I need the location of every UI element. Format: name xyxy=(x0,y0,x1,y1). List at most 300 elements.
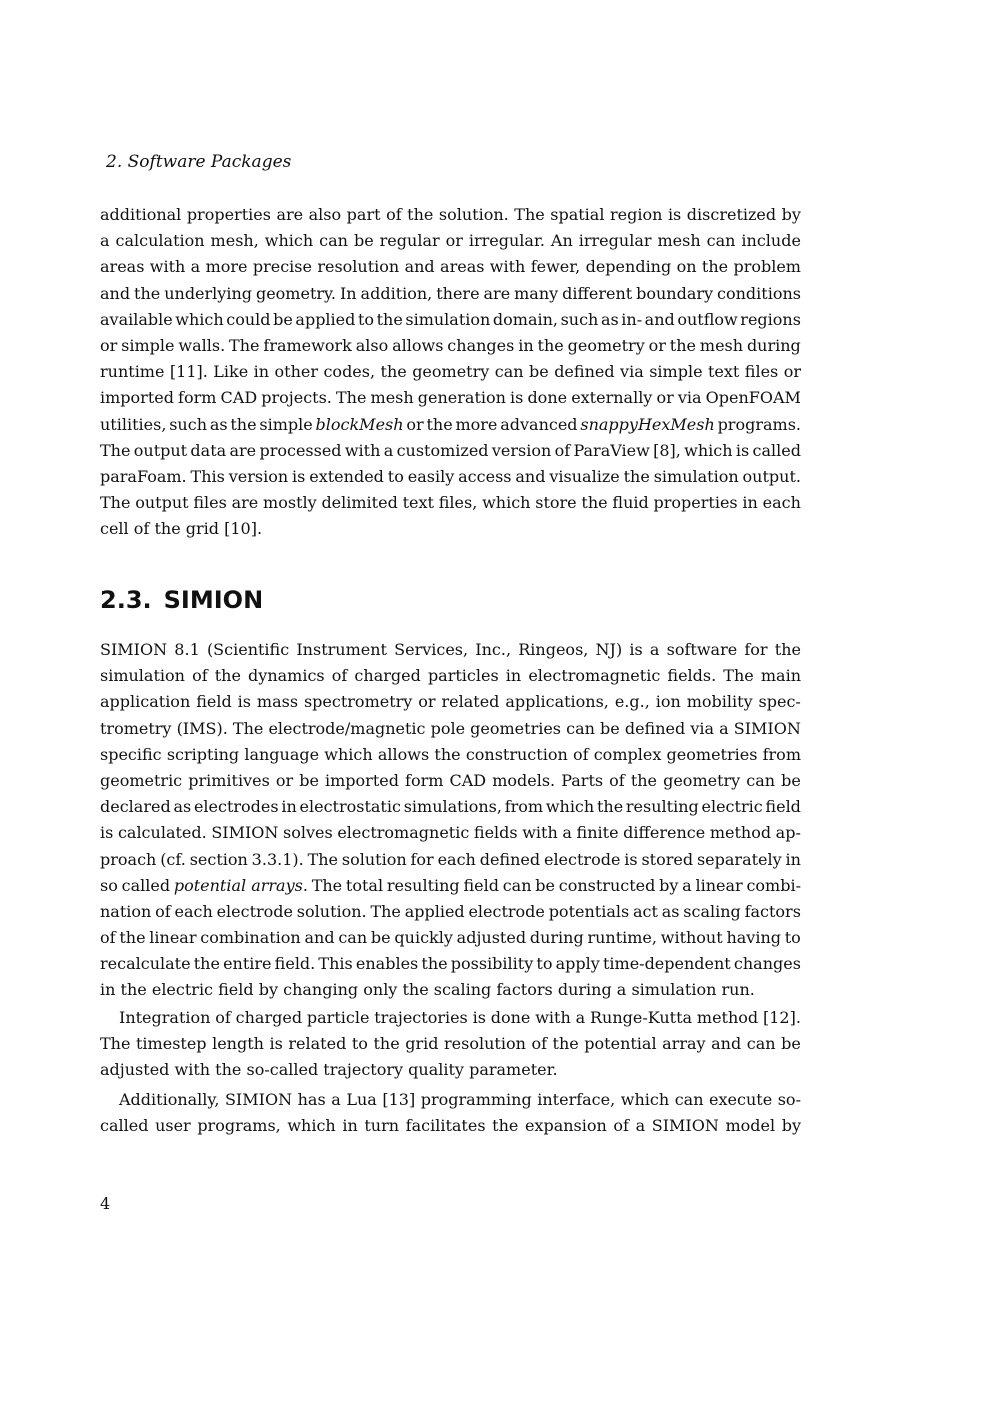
word: can xyxy=(706,231,736,251)
text-line xyxy=(100,925,801,951)
word: primitives xyxy=(188,770,270,790)
word: can xyxy=(566,718,595,738)
word: be xyxy=(781,770,801,790)
word: difference xyxy=(623,823,706,843)
word: The xyxy=(307,849,339,869)
word: linear xyxy=(695,875,743,895)
word: regular xyxy=(379,231,440,251)
section-heading xyxy=(100,584,263,616)
word: is xyxy=(100,823,114,843)
word: done xyxy=(490,1008,531,1027)
section-number: 2.3. xyxy=(100,586,152,614)
word: particle xyxy=(306,1008,370,1027)
word: This xyxy=(318,954,353,974)
italic-term: arrays xyxy=(251,875,303,895)
word: recalculate xyxy=(100,954,191,974)
word: are xyxy=(483,283,511,303)
word: store xyxy=(535,493,577,513)
word: application xyxy=(100,692,191,712)
word: the xyxy=(376,309,403,329)
text-line xyxy=(100,307,801,333)
word: in xyxy=(100,980,116,1000)
word: with xyxy=(174,1060,211,1080)
word: scripting xyxy=(166,744,240,764)
word: in xyxy=(742,493,758,513)
word: adjusted xyxy=(100,1060,170,1080)
word: projects. xyxy=(261,388,332,408)
word: boundary xyxy=(636,283,714,303)
text-line xyxy=(100,716,801,742)
word: facilitates xyxy=(405,1116,486,1136)
word: of xyxy=(192,666,208,686)
word: form xyxy=(178,388,217,408)
word: [11]. xyxy=(169,362,208,382)
word: could xyxy=(226,309,271,329)
word: CAD xyxy=(449,770,487,790)
word: 3.3.1). xyxy=(251,849,304,869)
word: This xyxy=(190,466,225,486)
word: be xyxy=(600,718,620,738)
word: via xyxy=(620,362,644,382)
word: has xyxy=(297,1090,326,1109)
word: grid xyxy=(185,519,220,539)
text-line xyxy=(100,202,801,228)
word: spec- xyxy=(758,692,801,712)
word: can xyxy=(494,362,524,382)
word: easily xyxy=(407,466,455,486)
word: (IMS). xyxy=(176,718,228,738)
text-line xyxy=(100,1087,801,1113)
word: more xyxy=(205,257,248,277)
word: the xyxy=(537,335,564,355)
word: The xyxy=(514,205,545,224)
word: field xyxy=(196,692,232,712)
word: available xyxy=(100,309,173,329)
word: mesh xyxy=(370,388,414,408)
word: spectrometry xyxy=(303,692,413,712)
word: complex xyxy=(593,744,662,764)
word: the xyxy=(426,414,453,434)
word: or xyxy=(406,414,424,434)
word: a xyxy=(682,875,692,895)
word: is xyxy=(237,692,251,712)
word: The xyxy=(100,493,131,513)
word: visualize xyxy=(549,466,620,486)
word: with xyxy=(535,1008,571,1027)
word: electrode xyxy=(216,901,293,921)
word: solves xyxy=(283,823,333,843)
word: can xyxy=(746,770,776,790)
text-line xyxy=(100,1113,801,1139)
word: field xyxy=(765,797,801,817)
text-line xyxy=(100,254,801,280)
word: from xyxy=(504,797,544,817)
word: simulation xyxy=(100,666,185,686)
word: NJ) xyxy=(595,640,623,659)
word: during xyxy=(557,980,612,1000)
word: so-called xyxy=(246,1060,319,1080)
word: SIMION xyxy=(211,823,279,843)
word: the xyxy=(154,519,181,539)
page-number: 4 xyxy=(100,1194,111,1213)
word: mesh xyxy=(699,335,744,355)
word: applications, xyxy=(505,692,609,712)
word: irregular xyxy=(578,231,652,251)
word: expansion xyxy=(524,1116,607,1136)
word: the xyxy=(134,283,161,303)
word: also xyxy=(308,205,342,224)
word: geometry xyxy=(567,335,645,355)
word: customized xyxy=(396,440,489,460)
word: as xyxy=(600,309,619,329)
word: precise xyxy=(252,257,312,277)
word: spatial xyxy=(550,205,605,224)
word: array xyxy=(662,1034,706,1054)
word: is xyxy=(292,466,306,486)
word: or xyxy=(418,692,436,712)
word: are xyxy=(231,493,259,513)
word: and xyxy=(644,309,675,329)
word: framework xyxy=(263,335,352,355)
word: addition, xyxy=(360,283,433,303)
word: or xyxy=(445,231,463,251)
text-line xyxy=(100,333,801,359)
word: geometries xyxy=(666,744,758,764)
word: to xyxy=(357,309,375,329)
word: a xyxy=(562,823,572,843)
word: text xyxy=(402,493,434,513)
word: method xyxy=(709,823,772,843)
text-line xyxy=(100,359,801,385)
chapter-title: Software Packages xyxy=(127,152,292,172)
word: field. xyxy=(274,954,316,974)
word: or xyxy=(275,770,294,790)
word: simple xyxy=(649,362,703,382)
word: scaling xyxy=(433,980,492,1000)
word: quickly xyxy=(394,928,453,948)
text-line xyxy=(100,794,801,820)
text-line xyxy=(100,412,801,438)
word: programs, xyxy=(197,1116,281,1136)
word: with xyxy=(149,257,186,277)
word: scaling xyxy=(683,901,741,921)
word: Like xyxy=(213,362,249,382)
word: stored xyxy=(641,849,694,869)
word: externally xyxy=(571,388,653,408)
word: the xyxy=(193,954,220,974)
word: execute xyxy=(709,1090,773,1109)
word: with xyxy=(489,257,526,277)
word: form xyxy=(405,770,444,790)
word: electrodes xyxy=(193,797,279,817)
word: can xyxy=(674,1090,704,1109)
word: of xyxy=(572,744,589,764)
word: called xyxy=(752,440,801,460)
word: be xyxy=(781,1034,801,1054)
word: An xyxy=(550,231,573,251)
word: [10]. xyxy=(224,519,263,539)
word: potentials xyxy=(548,901,630,921)
word: defined xyxy=(479,849,541,869)
word: declared xyxy=(100,797,171,817)
text-line xyxy=(100,228,801,254)
word: solution. xyxy=(438,205,509,224)
word: electrode xyxy=(543,849,621,869)
word: geometry. xyxy=(255,283,337,303)
italic-term: blockMesh xyxy=(315,414,404,434)
word: the xyxy=(774,640,801,659)
word: total xyxy=(345,875,384,895)
word: are xyxy=(229,440,257,460)
word: factors xyxy=(496,980,553,1000)
word: processed xyxy=(259,440,342,460)
word: be xyxy=(353,231,374,251)
word: is xyxy=(667,205,682,224)
word: the xyxy=(407,205,434,224)
word: trometry xyxy=(100,718,172,738)
word: having xyxy=(726,928,781,948)
word: with xyxy=(344,440,381,460)
word: allows xyxy=(392,335,444,355)
word: outflow xyxy=(677,309,738,329)
word: e.g., xyxy=(614,692,650,712)
word: there xyxy=(436,283,480,303)
text-line xyxy=(100,438,801,464)
word: mass xyxy=(256,692,299,712)
word: programs. xyxy=(717,414,801,434)
word: ap- xyxy=(775,823,801,843)
italic-term: snappyHexMesh xyxy=(580,414,715,434)
word: irregular. xyxy=(468,231,545,251)
word: such xyxy=(169,414,207,434)
word: be xyxy=(273,309,293,329)
word: imported xyxy=(100,388,174,408)
word: is xyxy=(510,388,524,408)
word: The xyxy=(100,440,131,460)
word: be xyxy=(370,928,391,948)
word: as xyxy=(173,797,192,817)
word: each xyxy=(762,493,801,513)
word: language xyxy=(244,744,320,764)
word: can xyxy=(338,928,368,948)
word: in- xyxy=(621,309,643,329)
word: turn xyxy=(364,1116,400,1136)
word: dynamics xyxy=(248,666,325,686)
word: constructed xyxy=(558,875,656,895)
word: areas xyxy=(440,257,485,277)
word: apply xyxy=(555,954,600,974)
word: fluid xyxy=(612,493,649,513)
word: access xyxy=(458,466,512,486)
word: solution. xyxy=(296,901,367,921)
word: is xyxy=(624,849,638,869)
word: is xyxy=(269,1034,283,1054)
text-line xyxy=(100,977,801,1003)
word: simulations, xyxy=(403,797,502,817)
word: geometry xyxy=(412,362,490,382)
word: simple xyxy=(259,414,313,434)
word: grid xyxy=(405,1034,439,1054)
word: interface, xyxy=(537,1090,616,1109)
word: adjusted xyxy=(456,928,527,948)
word: (cf. xyxy=(160,849,186,869)
word: many xyxy=(514,283,559,303)
word: simulation xyxy=(653,466,739,486)
word: [8], xyxy=(653,440,681,460)
word: the xyxy=(701,257,729,277)
text-line xyxy=(100,1057,801,1083)
word: geometry xyxy=(663,770,741,790)
word: The xyxy=(229,335,260,355)
word: electrode xyxy=(468,901,545,921)
word: done xyxy=(527,388,568,408)
word: the xyxy=(120,980,147,1000)
word: the xyxy=(230,414,257,434)
word: during xyxy=(746,335,801,355)
word: [12]. xyxy=(762,1008,801,1027)
word: (Scientific xyxy=(206,640,290,659)
word: discretized xyxy=(686,205,777,224)
word: include xyxy=(741,231,801,251)
word: be xyxy=(535,875,555,895)
word: via xyxy=(677,388,702,408)
italic-term-group xyxy=(174,873,308,899)
word: electromagnetic xyxy=(528,666,661,686)
word: called xyxy=(121,875,171,895)
word: changing xyxy=(283,980,359,1000)
word: such xyxy=(560,309,599,329)
word: The xyxy=(335,388,367,408)
word: run. xyxy=(721,980,755,1000)
word: act xyxy=(632,901,658,921)
word: Runge-Kutta xyxy=(589,1008,693,1027)
word: regions xyxy=(740,309,801,329)
word: domain, xyxy=(492,309,558,329)
word: delimited xyxy=(321,493,398,513)
word: so- xyxy=(777,1090,801,1109)
word: solution xyxy=(341,849,407,869)
word: with xyxy=(522,823,558,843)
word: additional xyxy=(100,205,182,224)
word: the xyxy=(421,954,448,974)
word: during xyxy=(529,928,584,948)
word: electrostatic xyxy=(299,797,401,817)
word: resulting xyxy=(625,797,699,817)
word: to xyxy=(784,928,801,948)
word: properties xyxy=(186,205,271,224)
word: and xyxy=(100,283,131,303)
word: data xyxy=(190,440,227,460)
word: In xyxy=(339,283,357,303)
word: electromagnetic xyxy=(337,823,470,843)
word: of xyxy=(613,1116,629,1136)
word: Services, xyxy=(394,640,469,659)
word: and xyxy=(515,466,546,486)
word: the xyxy=(434,744,461,764)
word: fields. xyxy=(667,666,717,686)
text-line xyxy=(100,768,801,794)
word: the xyxy=(214,666,241,686)
word: CAD xyxy=(220,388,258,408)
word: pole xyxy=(430,718,466,738)
word: can xyxy=(746,1034,776,1054)
word: related xyxy=(288,1034,347,1054)
word: length xyxy=(212,1034,264,1054)
word: proach xyxy=(100,849,157,869)
word: charged xyxy=(354,666,421,686)
text-line xyxy=(100,847,801,873)
text-line xyxy=(100,490,801,516)
word: linear xyxy=(149,928,197,948)
word: the xyxy=(492,1116,519,1136)
word: the xyxy=(581,493,608,513)
word: of xyxy=(531,1034,547,1054)
word: problem xyxy=(733,257,801,277)
word: electric xyxy=(701,797,763,817)
word: finite xyxy=(576,823,619,843)
word: can xyxy=(502,875,532,895)
word: depending xyxy=(585,257,672,277)
word: of xyxy=(386,205,402,224)
word: which xyxy=(324,744,373,764)
word: by xyxy=(258,980,279,1000)
word: which xyxy=(482,493,531,513)
word: to xyxy=(351,1034,368,1054)
word: of xyxy=(100,928,116,948)
word: as xyxy=(209,414,228,434)
text-line xyxy=(100,637,801,663)
word: or xyxy=(656,388,674,408)
word: codes, xyxy=(323,362,376,382)
word: walls. xyxy=(178,335,226,355)
word: software xyxy=(666,640,738,659)
word: The xyxy=(232,718,264,738)
word: in xyxy=(253,362,270,382)
word: which xyxy=(545,797,595,817)
word: without xyxy=(660,928,723,948)
word: of xyxy=(331,666,348,686)
word: Parts xyxy=(561,770,604,790)
word: in xyxy=(518,335,534,355)
word: from xyxy=(762,744,801,764)
word: electric xyxy=(151,980,214,1000)
word: nation xyxy=(100,901,152,921)
word: Integration xyxy=(119,1008,211,1027)
word: electrode/magnetic xyxy=(268,718,426,738)
text-line xyxy=(100,951,801,977)
italic-term: potential xyxy=(173,875,247,895)
text-line xyxy=(100,1031,801,1057)
word: imported xyxy=(325,770,399,790)
word: so xyxy=(100,875,118,895)
word: specific xyxy=(100,744,162,764)
word: which xyxy=(264,231,314,251)
word: defined xyxy=(554,362,615,382)
word: mesh, xyxy=(210,231,259,251)
word: changes xyxy=(733,954,801,974)
word: text xyxy=(707,362,740,382)
word: by xyxy=(781,1116,801,1136)
paragraph-trajectory-integration xyxy=(100,1005,801,1084)
word: The xyxy=(370,901,401,921)
word: OpenFOAM xyxy=(705,388,801,408)
text-line xyxy=(100,873,801,899)
word: of xyxy=(554,440,571,460)
word: paraFoam. xyxy=(100,466,187,486)
text-line xyxy=(100,281,801,307)
word: entire xyxy=(223,954,272,974)
word: ion xyxy=(655,692,681,712)
